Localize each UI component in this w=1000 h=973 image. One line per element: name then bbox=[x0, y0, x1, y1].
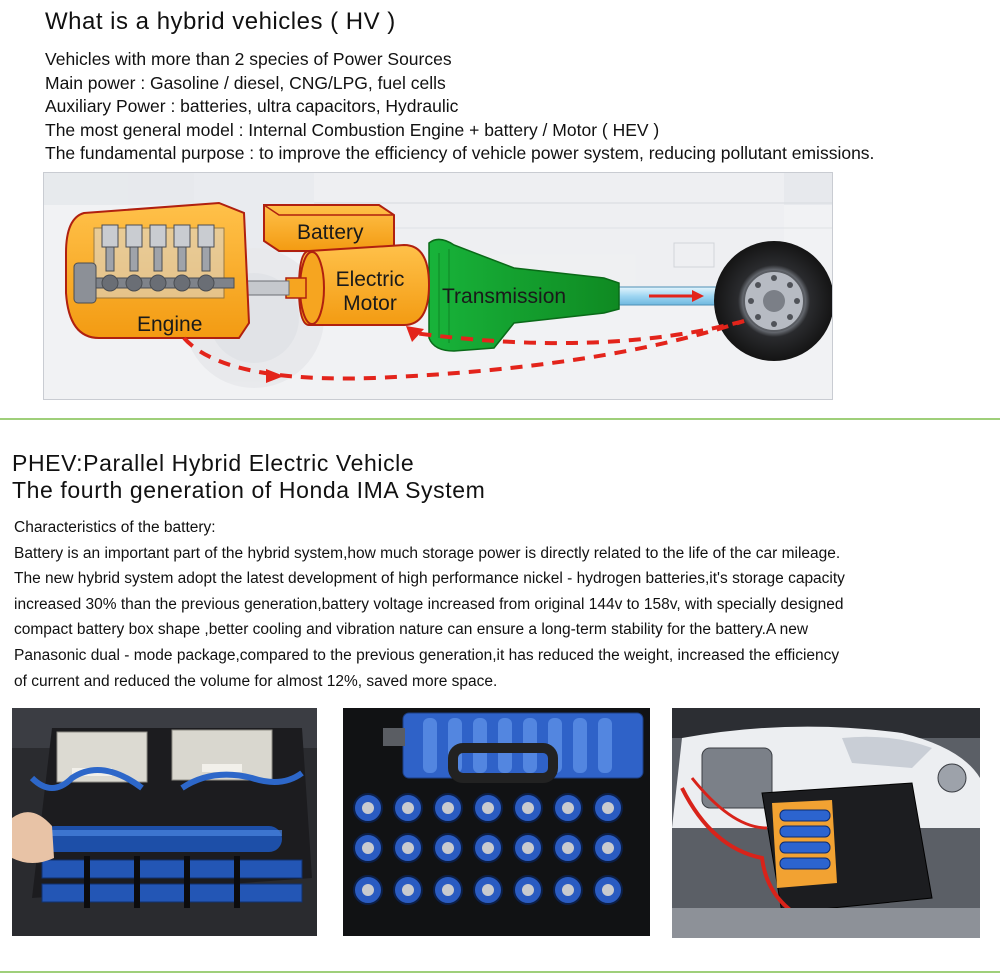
hv-line: The fundamental purpose : to improve the efficiency of vehicle power system, reducing pollutant emissions. bbox=[45, 143, 875, 163]
drivetrain-svg bbox=[44, 173, 832, 399]
motor-label-line2: Motor bbox=[343, 292, 397, 315]
hv-section bbox=[0, 0, 1000, 418]
hv-line: Auxiliary Power : batteries, ultra capacitors, Hydraulic bbox=[45, 96, 459, 116]
body-line: Panasonic dual - mode package,compared to the previous generation,it has reduced the weight, increased the efficiency bbox=[14, 646, 840, 664]
phev-title-line1: PHEV:Parallel Hybrid Electric Vehicle bbox=[12, 450, 415, 476]
body-line: of current and reduced the volume for almost 12%, saved more space. bbox=[14, 672, 498, 690]
hv-line: The most general model : Internal Combustion Engine + battery / Motor ( HEV ) bbox=[45, 119, 660, 140]
battery-label: Battery bbox=[297, 221, 364, 244]
wheel-icon bbox=[714, 241, 832, 361]
hv-line: Vehicles with more than 2 species of Power Sources bbox=[45, 49, 452, 69]
engine-label: Engine bbox=[137, 313, 203, 336]
body-line: compact battery box shape ,better cooling and vibration nature can ensure a long-term stability for the battery.A new bbox=[14, 621, 809, 639]
phev-body bbox=[14, 515, 989, 694]
hv-line: Main power : Gasoline / diesel, CNG/LPG, fuel cells bbox=[45, 72, 446, 93]
battery-char-heading: Characteristics of the battery: bbox=[14, 519, 216, 536]
body-line: Battery is an important part of the hybrid system,how much storage power is directly related to the life of the car mileage. bbox=[14, 544, 841, 562]
battery-pack-photo bbox=[12, 708, 317, 936]
transmission-label: Transmission bbox=[442, 285, 567, 308]
engine-pistons-icon bbox=[74, 225, 234, 303]
hv-definition-list bbox=[45, 48, 874, 166]
motor-label-line1: Electric bbox=[335, 268, 405, 291]
body-line: The new hybrid system adopt the latest development of high performance nickel - hydrogen batteries,it's storage capacity bbox=[14, 570, 845, 588]
body-line: increased 30% than the previous generation,battery voltage increased from original 144v to 158v, with specially designed bbox=[14, 595, 844, 613]
phev-title-line2: The fourth generation of Honda IMA System bbox=[12, 477, 486, 503]
hybrid-drivetrain-diagram bbox=[43, 172, 833, 400]
hv-title: What is a hybrid vehicles ( HV ) bbox=[45, 8, 396, 35]
car-cutaway-photo bbox=[672, 708, 980, 938]
battery-cells-photo bbox=[343, 708, 650, 936]
phev-title bbox=[12, 450, 485, 504]
phev-section bbox=[0, 420, 1000, 973]
